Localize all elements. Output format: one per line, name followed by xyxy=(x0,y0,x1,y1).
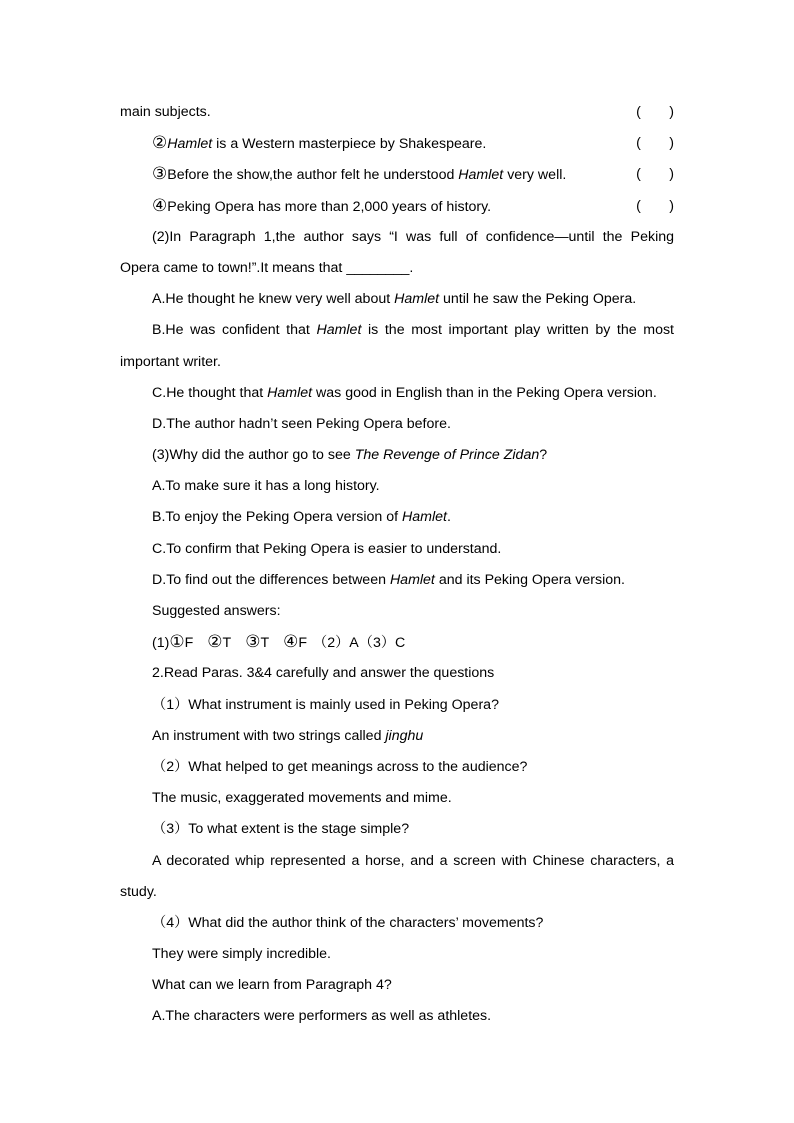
q2-option-c: C.He thought that Hamlet was good in English than in the Peking Opera version. xyxy=(152,384,657,401)
part2-answer-3-cont: study. xyxy=(120,883,157,900)
q2-option-a: A.He thought he knew very well about Hamlet until he saw the Peking Opera. xyxy=(152,291,637,308)
q2-option-b-cont: important writer. xyxy=(120,353,221,370)
part2-question-2: （2）What helped to get meanings across to the audience? xyxy=(152,758,528,775)
q1-item-2: ②Hamlet is a Western masterpiece by Shakespeare. ( ) xyxy=(120,130,674,161)
answers-label: Suggested answers: xyxy=(152,603,281,619)
part2-question-4: （4）What did the author think of the characters’ movements? xyxy=(152,914,544,931)
answer-paren: ( ) xyxy=(636,135,674,152)
q3-option-d: D.To find out the differences between Hamlet and its Peking Opera version. xyxy=(152,571,625,588)
answer-paren: ( ) xyxy=(636,197,674,214)
part2-question-5: What can we learn from Paragraph 4? xyxy=(152,977,392,994)
q3-option-b: B.To enjoy the Peking Opera version of Hamlet. xyxy=(152,509,451,526)
answer-paren: ( ) xyxy=(636,166,674,183)
answers-line: (1)①F ②T ③T ④F （2）A（3）C xyxy=(152,632,406,653)
q1-item-3: ③Before the show,the author felt he understood Hamlet very well. ( ) xyxy=(120,161,674,192)
part2-question-3: （3）To what extent is the stage simple? xyxy=(152,821,410,838)
q1-line-main-subjects: main subjects. ( ) xyxy=(120,99,674,130)
q1-item-4: ④Peking Opera has more than 2,000 years of history. ( ) xyxy=(120,193,674,224)
part2-answer-1: An instrument with two strings called jinghu xyxy=(152,727,424,744)
q3-stem: (3)Why did the author go to see The Revenge of Prince Zidan? xyxy=(152,447,548,464)
part2-title: 2.Read Paras. 3&4 carefully and answer the questions xyxy=(152,665,495,682)
part2-answer-3: A decorated whip represented a horse, and a screen with Chinese characters, a xyxy=(152,852,674,869)
document-page xyxy=(120,99,674,1035)
part2-question-1: （1）What instrument is mainly used in Peking Opera? xyxy=(152,696,499,713)
q2-option-b: B.He was confident that Hamlet is the most important play written by the most xyxy=(152,322,674,339)
q3-option-c: C.To confirm that Peking Opera is easier to understand. xyxy=(152,540,502,557)
q3-option-a: A.To make sure it has a long history. xyxy=(152,478,380,495)
part2-answer-2: The music, exaggerated movements and mime. xyxy=(152,790,452,807)
part2-answer-4: They were simply incredible. xyxy=(152,946,331,963)
q2-option-d: D.The author hadn’t seen Peking Opera before. xyxy=(152,415,451,432)
q2-stem-line1: (2)In Paragraph 1,the author says “I was full of confidence—until the Peking xyxy=(152,228,674,245)
q2-stem-line2: Opera came to town!”.It means that ________. xyxy=(120,259,414,276)
part2-question-5-option-a: A.The characters were performers as well as athletes. xyxy=(152,1008,492,1025)
answer-paren: ( ) xyxy=(636,104,674,120)
